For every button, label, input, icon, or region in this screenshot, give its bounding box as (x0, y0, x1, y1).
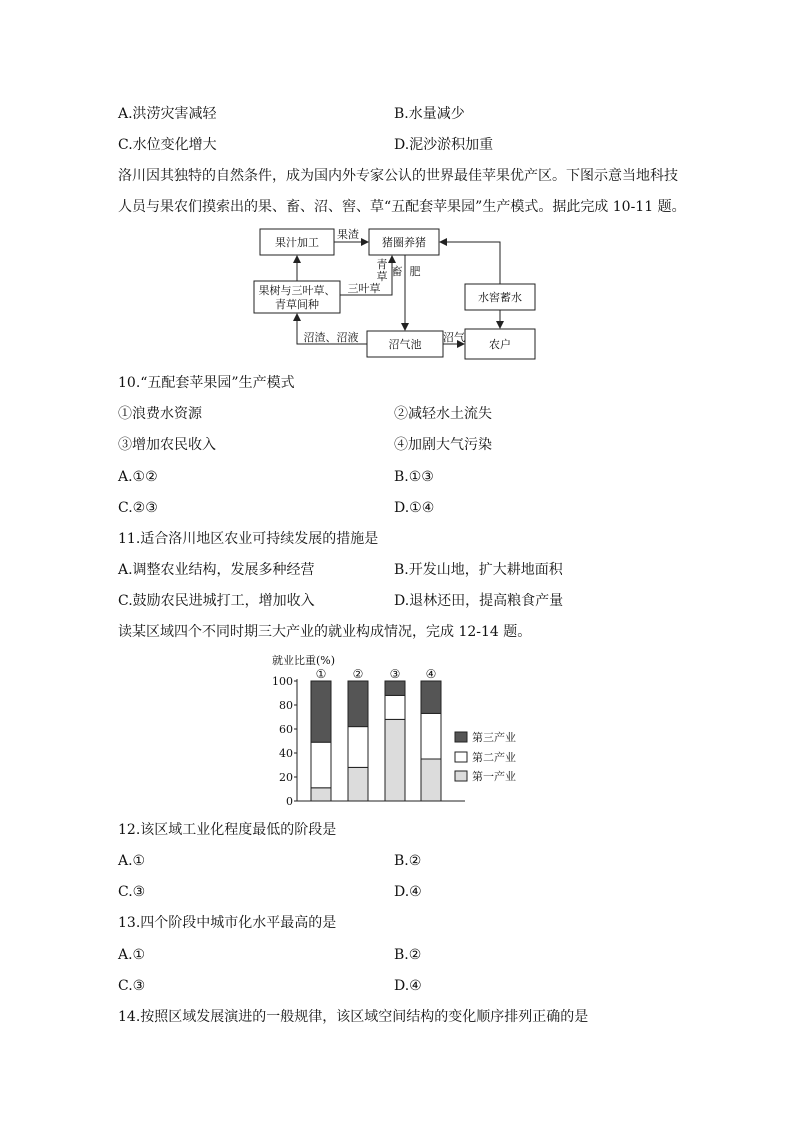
q13-option-a: A.① (118, 947, 146, 963)
q10-option-b: B.①③ (394, 469, 434, 485)
bar-4-第一产业 (421, 759, 441, 801)
bar-1-第一产业 (311, 788, 331, 801)
legend-label-第三产业: 第三产业 (472, 731, 516, 744)
legend-swatch-第二产业 (455, 752, 467, 762)
label-pig: 猪圈养猪 (382, 236, 426, 249)
q12-option-b: B.② (394, 853, 422, 869)
q10-option-d: D.①④ (394, 500, 435, 516)
q10-option-c: C.②③ (118, 500, 158, 516)
y-tick-label-0: 0 (286, 795, 293, 808)
intro-10-11: 洛川因其独特的自然条件，成为国内外专家公认的世界最佳苹果优产区。下图示意当地科技人员与果农们摸索出的果、畜、沼、窖、草“五配套苹果园”生产模式。据此完成 10-11 题。 (118, 168, 686, 215)
y-tick-label-100: 100 (272, 675, 293, 688)
label-orchard-1: 果树与三叶草、 (258, 284, 336, 297)
q9-option-b: B.水量减少 (394, 106, 465, 122)
q10-statement-2: ②减轻水土流失 (394, 406, 492, 422)
label-residue: 果渣 (337, 228, 359, 241)
q10-stem: 10.“五配套苹果园”生产模式 (118, 375, 295, 391)
label-cellar: 水窖蓄水 (478, 291, 522, 304)
q14-stem: 14.按照区域发展演进的一般规律，该区域空间结构的变化顺序排列正确的是 (118, 1009, 589, 1025)
bar-4-第三产业 (421, 681, 441, 713)
label-manure-2: 肥 (409, 265, 421, 278)
q9-option-a: A.洪涝灾害减轻 (118, 106, 217, 122)
intro-12-14: 读某区域四个不同时期三大产业的就业构成情况，完成 12-14 题。 (118, 624, 532, 640)
q12-option-d: D.④ (394, 884, 422, 900)
label-grass-1: 青 (376, 258, 388, 271)
q13-option-b: B.② (394, 947, 422, 963)
legend-label-第二产业: 第二产业 (472, 751, 516, 764)
label-farmer: 农户 (489, 338, 511, 351)
q12-option-a: A.① (118, 853, 146, 869)
label-orchard-2: 青草间种 (275, 298, 319, 311)
y-tick-label-20: 20 (279, 771, 293, 784)
bar-1-第三产业 (311, 681, 331, 742)
label-slurry: 沼渣、沼液 (303, 331, 359, 344)
label-clover: 三叶草 (347, 282, 381, 295)
q11-option-d: D.退林还田，提高粮食产量 (394, 593, 564, 609)
x-category-label-3: ③ (389, 667, 401, 681)
bar-4-第二产业 (421, 713, 441, 759)
bar-1-第二产业 (311, 742, 331, 788)
x-category-label-2: ② (352, 667, 364, 681)
q11-stem: 11.适合洛川地区农业可持续发展的措施是 (118, 531, 379, 547)
label-juice: 果汁加工 (275, 236, 319, 249)
q10-option-a: A.①② (118, 469, 158, 485)
label-gas: 沼气 (443, 331, 465, 344)
y-tick-label-40: 40 (279, 747, 293, 760)
q13-option-c: C.③ (118, 978, 146, 994)
bar-2-第二产业 (348, 727, 368, 768)
y-axis-label: 就业比重(%) (272, 654, 336, 667)
legend-swatch-第三产业 (455, 732, 467, 742)
x-category-label-1: ① (315, 667, 327, 681)
bar-3-第一产业 (385, 719, 405, 801)
bar-2-第三产业 (348, 681, 368, 727)
q13-option-d: D.④ (394, 978, 422, 994)
q12-stem: 12.该区域工业化程度最低的阶段是 (118, 822, 337, 838)
bar-3-第三产业 (385, 681, 405, 695)
q9-option-c: C.水位变化增大 (118, 137, 217, 153)
q10-statement-3: ③增加农民收入 (118, 437, 216, 453)
q11-option-c: C.鼓励农民进城打工，增加收入 (118, 593, 315, 609)
label-biogas: 沼气池 (388, 338, 422, 351)
bar-3-第二产业 (385, 695, 405, 719)
q9-option-d: D.泥沙淤积加重 (394, 137, 494, 153)
q11-option-a: A.调整农业结构，发展多种经营 (118, 562, 315, 578)
legend-label-第一产业: 第一产业 (472, 770, 516, 783)
q13-stem: 13.四个阶段中城市化水平最高的是 (118, 915, 337, 931)
legend-swatch-第一产业 (455, 771, 467, 781)
q10-statement-1: ①浪费水资源 (118, 406, 202, 422)
q11-option-b: B.开发山地，扩大耕地面积 (394, 562, 563, 578)
q12-option-c: C.③ (118, 884, 146, 900)
label-grass-2: 草 (376, 270, 388, 283)
bar-2-第一产业 (348, 767, 368, 801)
y-tick-label-60: 60 (279, 723, 293, 736)
y-tick-label-80: 80 (279, 699, 293, 712)
x-category-label-4: ④ (425, 667, 437, 681)
label-manure-1: 畜 (391, 265, 403, 278)
q10-statement-4: ④加剧大气污染 (394, 437, 492, 453)
